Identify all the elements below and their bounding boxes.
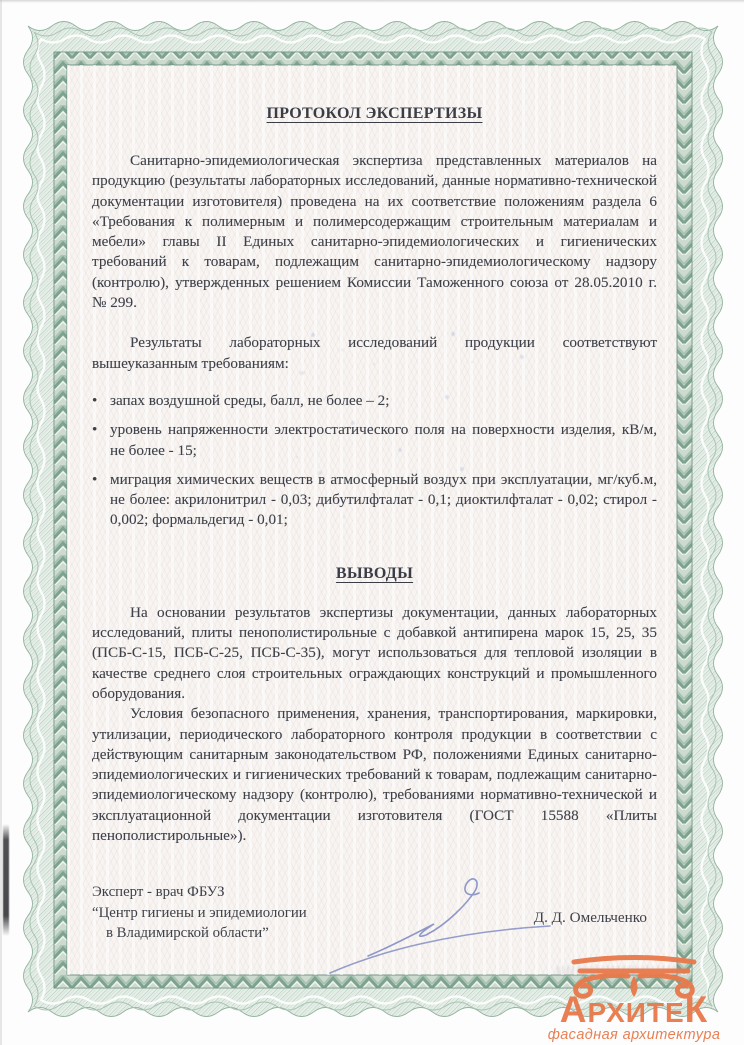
list-item-text: уровень напряженности электростатического поля на поверхности изделия, кВ/м, не более - 15; <box>110 421 657 459</box>
expert-role-line: в Владимирской области” <box>106 925 269 942</box>
expert-role-line: Эксперт - врач ФБУЗ <box>92 884 225 901</box>
brand-letter: А <box>559 988 588 1030</box>
requirements-list <box>92 391 657 531</box>
paragraph-conclusion-2: Условия безопасного применения, хранения, транспортирования, маркировки, утилизации, периодического лабораторного контроля продукции в соответствии с действующим санитарным законодательством РФ, положениями Единых санитарно-эпидемиологических и гигиенических требований к товарам, подлежащим санитарно-эпидемиологическому надзору (контролю), требованиями нормативно-технической и эксплуатационной документации изготовителя (ГОСТ 15588 «Плиты пенополистирольные»). <box>92 705 657 845</box>
bullet-icon: • <box>92 421 98 439</box>
bullet-icon: • <box>92 470 98 488</box>
expert-role-line: “Центр гигиены и эпидемиологии <box>92 904 307 921</box>
scan-edge-artifact <box>0 0 744 3</box>
brand-tagline: фасадная архитектура <box>547 1027 721 1043</box>
brand-name <box>530 988 738 1030</box>
brand-letters: РХИТЕ <box>587 996 685 1028</box>
architek-watermark-logo <box>530 950 738 1043</box>
conclusions-title: ВЫВОДЫ <box>335 564 414 582</box>
expert-name: Д. Д. Омельченко <box>533 909 647 927</box>
list-item <box>92 391 657 411</box>
scan-edge-artifact <box>0 0 2 1045</box>
brand-letter: К <box>684 988 709 1030</box>
document-body <box>67 65 677 975</box>
paragraph-intro: Санитарно-эпидемиологическая экспертиза представленных материалов на продукцию (результаты лабораторных исследований, данные нормативно-технической документации изготовителя) проведена на их соответствие положениям раздела 6 «Требования к полимерным и полимерсодержащим строительным материалам и мебели» главы II Единых санитарно-эпидемиологических и гигиенических требований к товарам, подлежащим санитарно-эпидемиологическому надзору (контролю), утвержденных решением Комиссии Таможенного союза от 28.05.2010 г. № 299. <box>92 152 657 312</box>
paragraph-results: Результаты лабораторных исследований продукции соответствуют вышеуказанным требованиям: <box>92 334 657 372</box>
list-item-text: миграция химических веществ в атмосферный воздух при эксплуатации, мг/куб.м, не более: акрилонитрил - 0,03; дибутилфталат - 0,1; диоктилфталат - 0,02; стирол - 0,002; формальдегид - 0,01; <box>110 470 657 529</box>
list-item <box>92 420 657 461</box>
bullet-icon: • <box>92 391 98 409</box>
scan-shadow-artifact <box>3 824 9 936</box>
document-title: ПРОТОКОЛ ЭКСПЕРТИЗЫ <box>266 105 483 122</box>
paragraph-conclusion-1: На основании результатов экспертизы документации, данных лабораторных исследований, плиты пенополистирольные с добавкой антипирена марок 15, 25, 35 (ПСБ-С-15, ПСБ-С-25, ПСБ-С-35), могут использоваться для тепловой изоляции в качестве среднего слоя строительных ограждающих конструкций и промышленного оборудования. <box>92 603 657 702</box>
list-item-text: запах воздушной среды, балл, не более – 2; <box>110 391 390 409</box>
list-item <box>92 470 657 531</box>
